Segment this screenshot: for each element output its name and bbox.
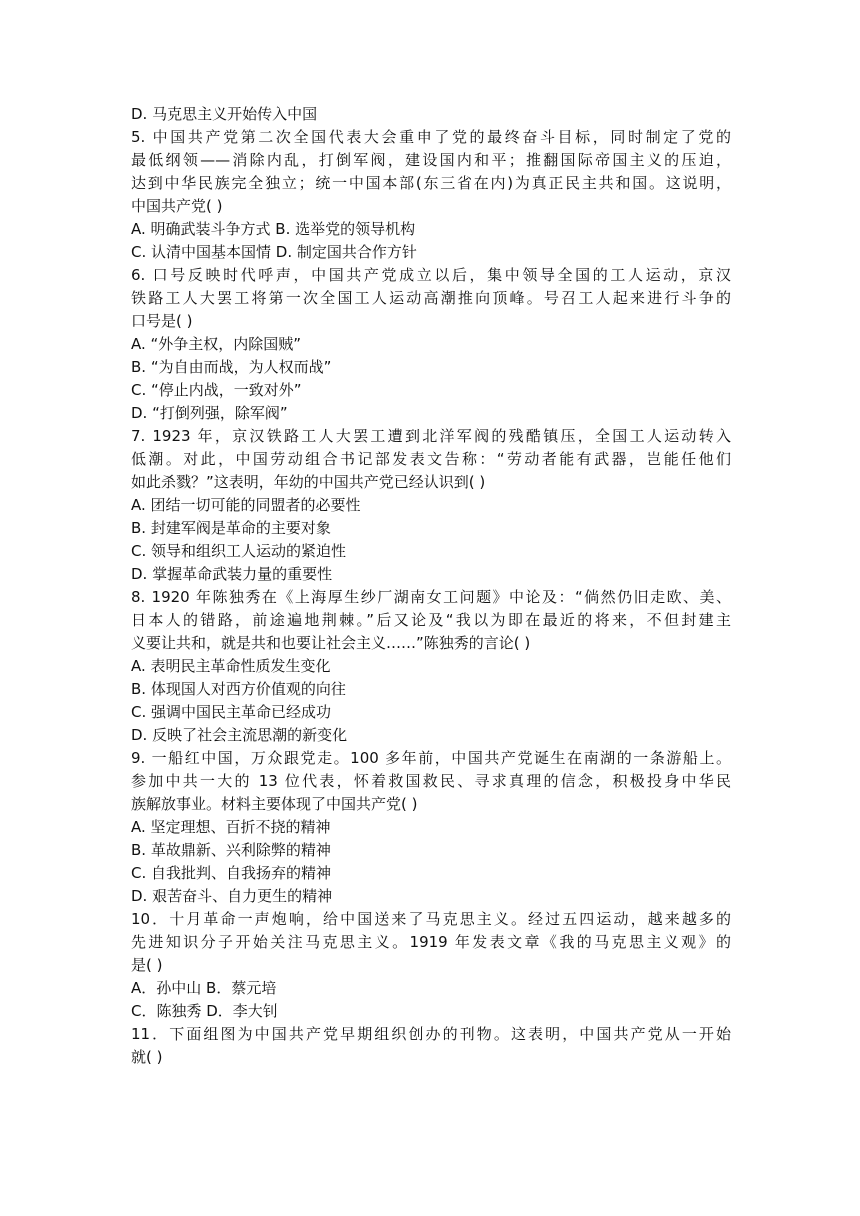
text-line: 8. 1920 年陈独秀在《上海厚生纱厂湖南女工问题》中论及：“倘然仍旧走欧、美、 — [131, 588, 731, 606]
text-line: 先进知识分子开始关注马克思主义。1919 年发表文章《我的马克思主义观》的 — [131, 933, 731, 951]
text-line: 如此杀戮？”这表明，年幼的中国共产党已经认识到( ) — [131, 473, 486, 491]
text-line: A. 明确武装斗争方式 B. 选举党的领导机构 — [131, 220, 416, 238]
text-line: C. 认清中国基本国情 D. 制定国共合作方针 — [131, 243, 417, 261]
text-line: 日本人的错路，前途遍地荆棘。”后又论及“我以为即在最近的将来，不但封建主 — [131, 611, 731, 629]
text-line: 低潮。对此，中国劳动组合书记部发表文告称：“劳动者能有武器，岂能任他们 — [131, 450, 731, 468]
text-line: C. 强调中国民主革命已经成功 — [131, 703, 332, 721]
text-line: 就( ) — [131, 1048, 163, 1066]
text-line: C. 自我批判、自我扬弃的精神 — [131, 864, 332, 882]
text-line: 参加中共一大的 13 位代表，怀着救国救民、寻求真理的信念，积极投身中华民 — [131, 772, 731, 790]
text-line: 义要让共和，就是共和也要让社会主义……”陈独秀的言论( ) — [131, 634, 531, 652]
text-line: B. 封建军阀是革命的主要对象 — [131, 519, 331, 537]
question-text-block — [131, 103, 731, 1069]
text-line: B. 革故鼎新、兴利除弊的精神 — [131, 841, 331, 859]
text-line: D. “打倒列强，除军阀” — [131, 404, 288, 422]
text-line: 11．下面组图为中国共产党早期组织创办的刊物。这表明，中国共产党从一开始 — [131, 1025, 731, 1043]
text-line: D. 马克思主义开始传入中国 — [131, 105, 318, 123]
text-line: D. 掌握革命武装力量的重要性 — [131, 565, 333, 583]
text-line: 族解放事业。材料主要体现了中国共产党( ) — [131, 795, 418, 813]
text-line: C. 领导和组织工人运动的紧迫性 — [131, 542, 347, 560]
text-line: 最低纲领——消除内乱，打倒军阀，建设国内和平；推翻国际帝国主义的压迫， — [131, 151, 731, 169]
text-line: A. 坚定理想、百折不挠的精神 — [131, 818, 331, 836]
text-line: C. “停止内战，一致对外” — [131, 381, 302, 399]
text-line: 7. 1923 年，京汉铁路工人大罢工遭到北洋军阀的残酷镇压，全国工人运动转入 — [131, 427, 731, 445]
text-line: A. “外争主权，内除国贼” — [131, 335, 302, 353]
text-line: 5. 中国共产党第二次全国代表大会重申了党的最终奋斗目标，同时制定了党的 — [131, 128, 731, 146]
text-line: B. 体现国人对西方价值观的向往 — [131, 680, 346, 698]
text-line: D. 艰苦奋斗、自力更生的精神 — [131, 887, 333, 905]
text-line: 中国共产党( ) — [131, 197, 223, 215]
text-line: 6. 口号反映时代呼声，中国共产党成立以后，集中领导全国的工人运动，京汉 — [131, 266, 731, 284]
text-line: 达到中华民族完全独立；统一中国本部(东三省在内)为真正民主共和国。这说明， — [131, 174, 731, 192]
text-line: A．孙中山 B．蔡元培 — [131, 979, 277, 997]
text-line: A. 团结一切可能的同盟者的必要性 — [131, 496, 361, 514]
text-line: 口号是( ) — [131, 312, 193, 330]
text-line: A. 表明民主革命性质发生变化 — [131, 657, 331, 675]
text-line: B. “为自由而战，为人权而战” — [131, 358, 332, 376]
text-line: C．陈独秀 D．李大钊 — [131, 1002, 278, 1020]
text-line: 铁路工人大罢工将第一次全国工人运动高潮推向顶峰。号召工人起来进行斗争的 — [131, 289, 731, 307]
text-line: 10．十月革命一声炮响，给中国送来了马克思主义。经过五四运动，越来越多的 — [131, 910, 731, 928]
text-line: 9. 一船红中国，万众跟党走。100 多年前，中国共产党诞生在南湖的一条游船上。 — [131, 749, 731, 767]
text-line: 是( ) — [131, 956, 163, 974]
text-line: D. 反映了社会主流思潮的新变化 — [131, 726, 348, 744]
